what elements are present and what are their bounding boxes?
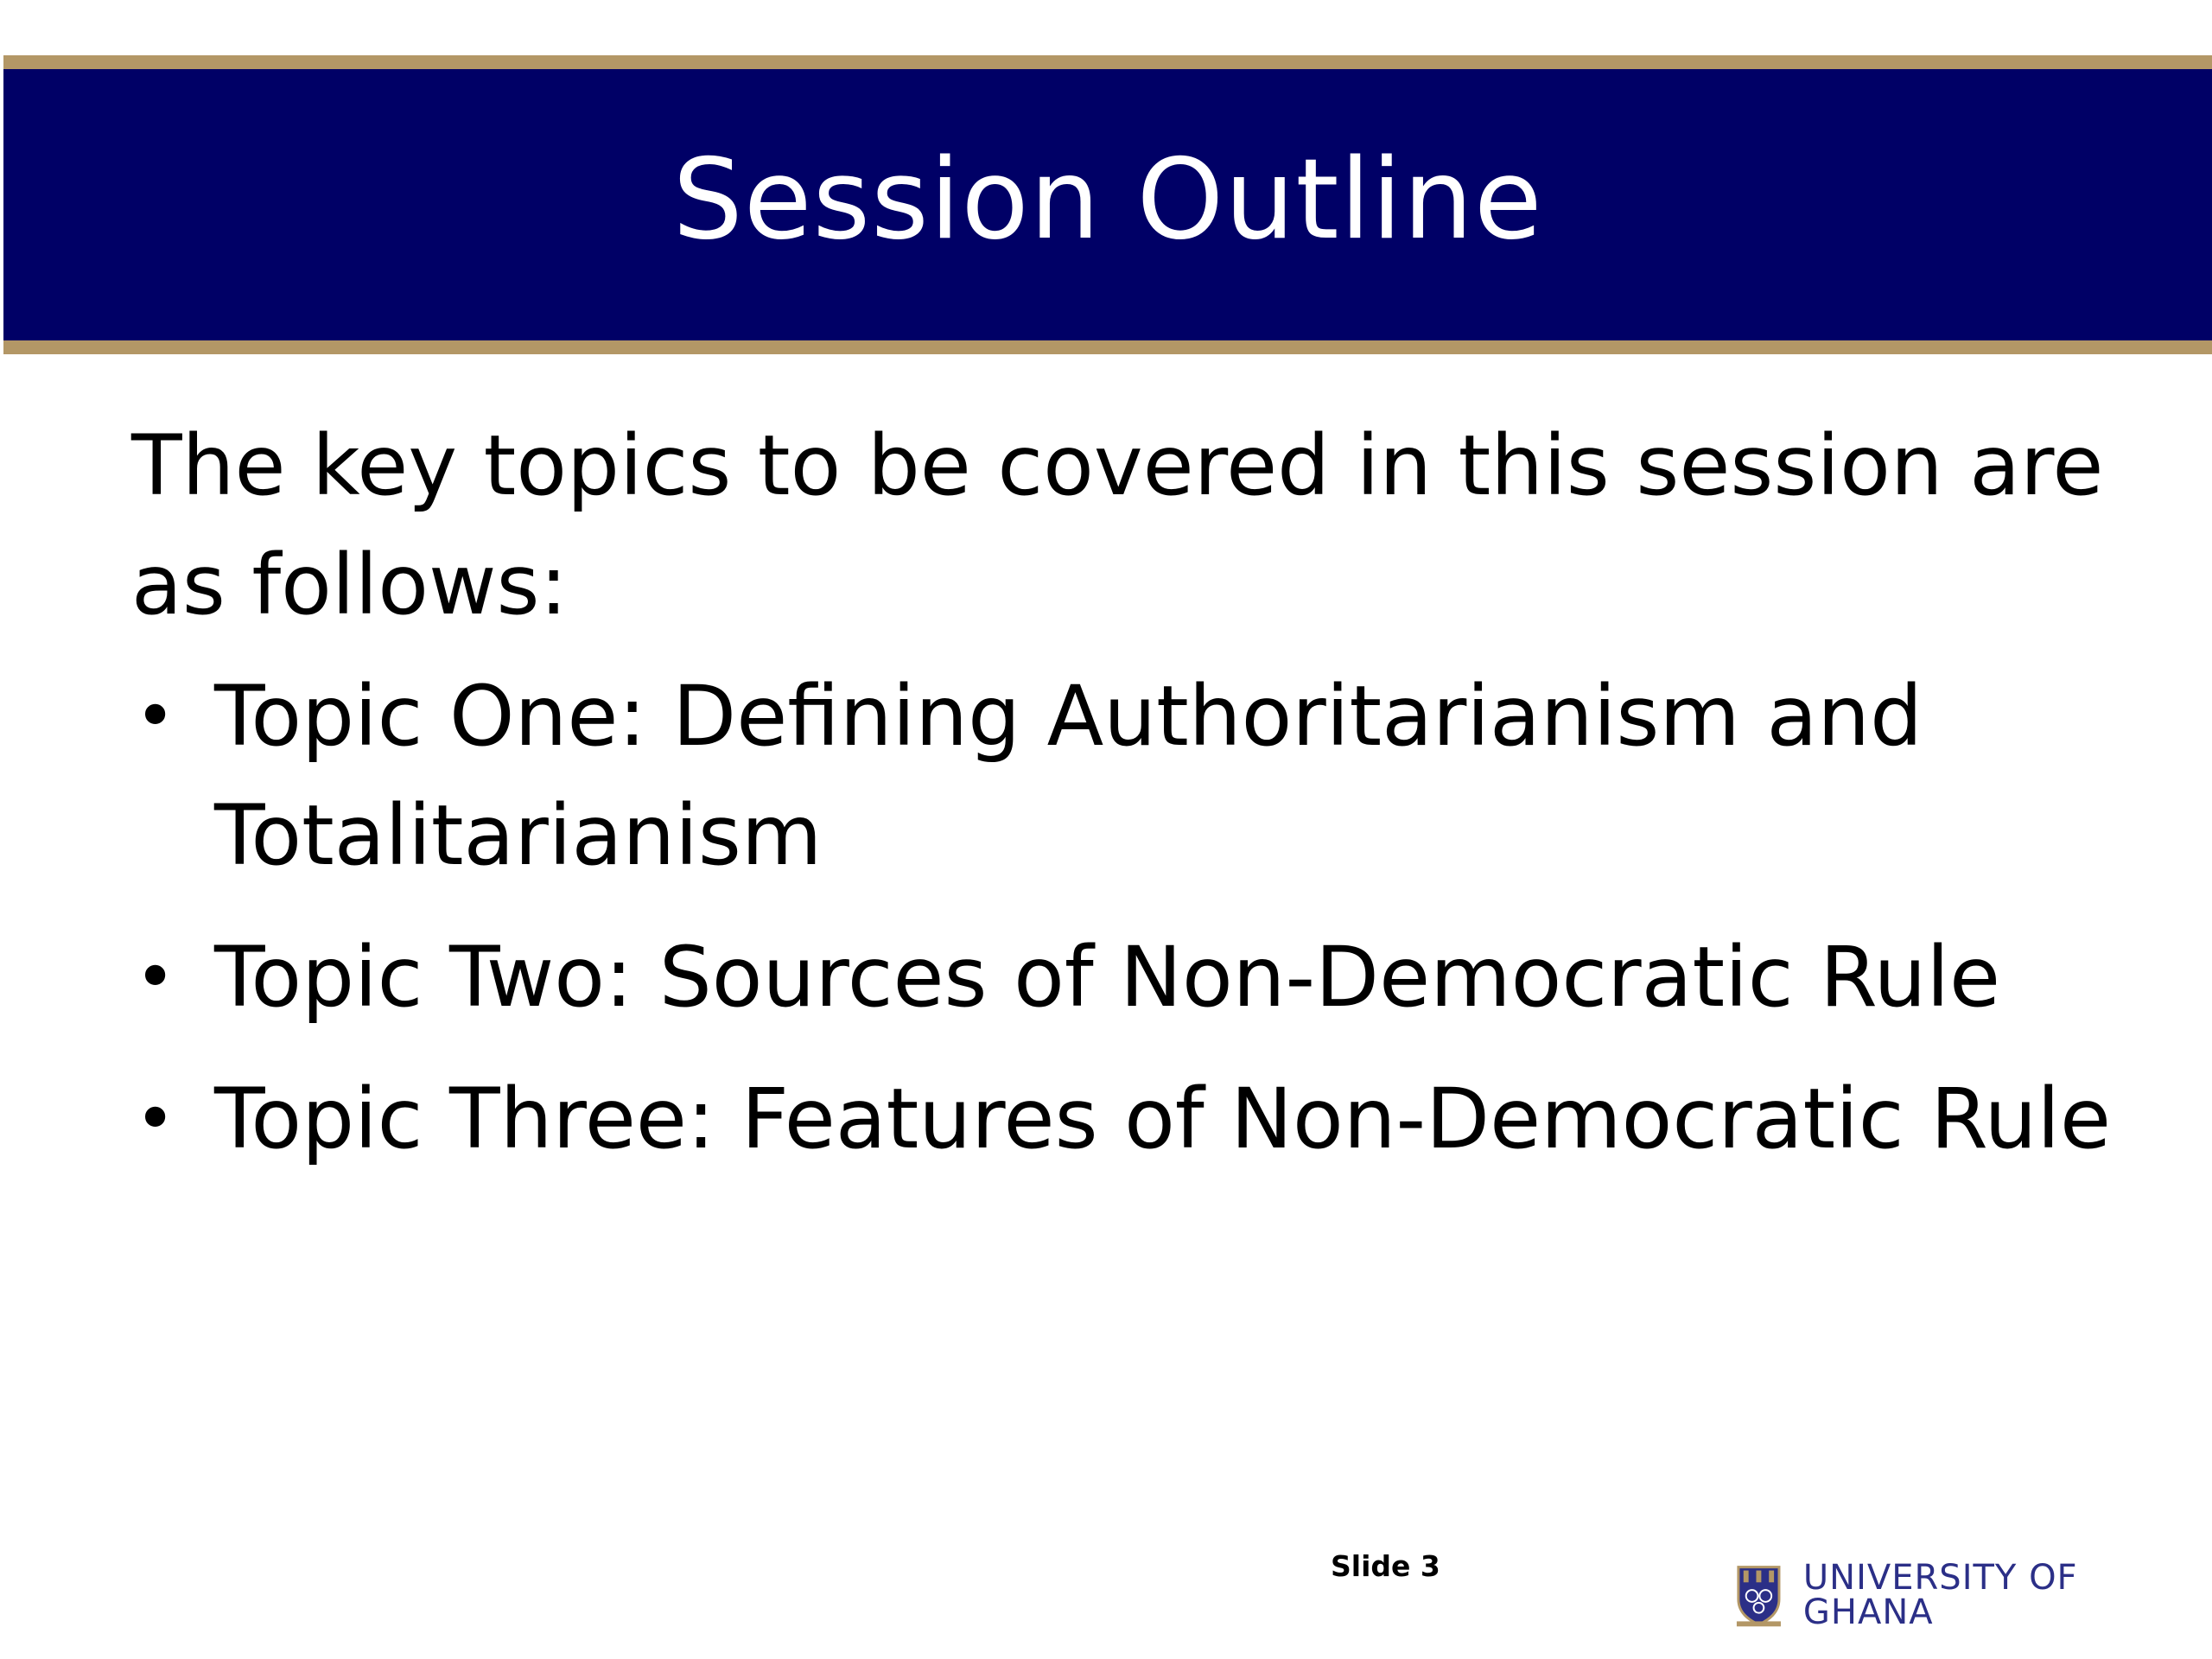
slide-title: Session Outline xyxy=(672,136,1543,264)
topic-text: Topic One: Defining Authoritarianism and Totalitarianism xyxy=(214,668,1923,884)
bullet-icon: • xyxy=(135,1078,176,1159)
topic-text: Topic Two: Sources of Non-Democratic Rule xyxy=(214,929,2001,1026)
intro-text: The key topics to be covered in this session are as follows: xyxy=(131,417,2104,633)
topic-item xyxy=(131,918,2119,1037)
bullet-icon: • xyxy=(135,937,176,1017)
topic-item xyxy=(131,657,2119,895)
title-bar xyxy=(3,55,2212,354)
slide-content xyxy=(131,406,2119,1201)
university-name: UNIVERSITY OF GHANA xyxy=(1802,1558,2078,1632)
university-logo xyxy=(1733,1560,2212,1630)
topic-list xyxy=(131,657,2119,1179)
topic-text: Topic Three: Features of Non-Democratic Rule xyxy=(214,1071,2112,1167)
slide-number: Slide 3 xyxy=(1331,1549,1440,1583)
topic-item xyxy=(131,1059,2119,1179)
university-crest-icon xyxy=(1733,1561,1784,1629)
bullet-icon: • xyxy=(135,676,176,756)
